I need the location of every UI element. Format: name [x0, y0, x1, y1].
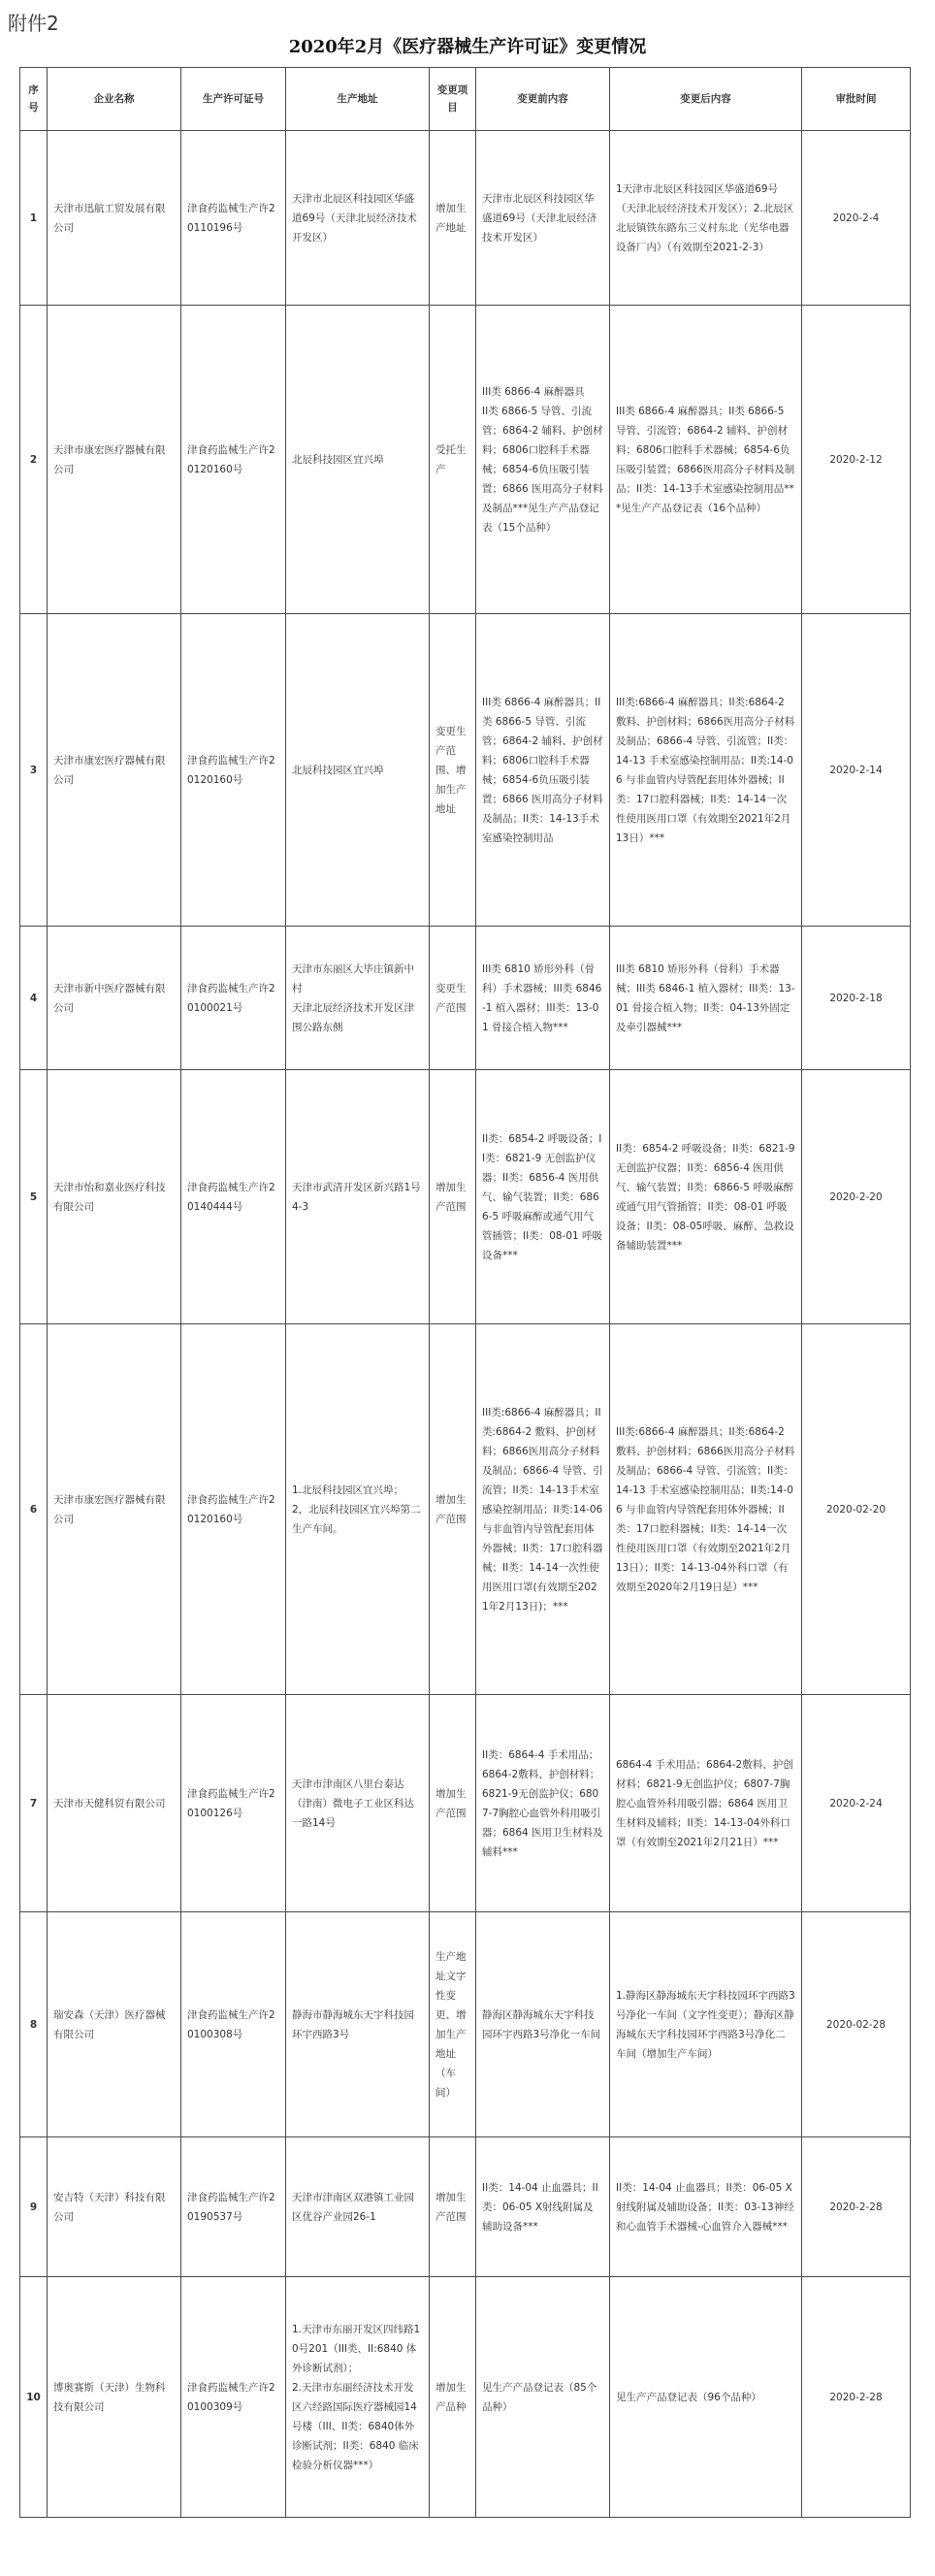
header-item: 变更项目: [430, 68, 476, 131]
row-address: 天津市武清开发区新兴路1号4-3: [286, 1070, 430, 1324]
row-company: 天津市迅航工贸发展有限公司: [48, 131, 181, 306]
row-license: 津食药监械生产许20120160号: [181, 614, 286, 927]
header-company: 企业名称: [48, 68, 181, 131]
row-date: 2020-2-28: [802, 2277, 911, 2518]
table-row: [20, 1912, 911, 2137]
row-before: III类:6866-4 麻醉器具；II类:6864-2 敷料、护创材料；6866医用高分子材料及制品；6866-4 导管、引流管；II类：14-13手术室感染控制用品；II类:14-06 与非血管内导管配套用体外器械；II类：17口腔科器械；II类：14-14一次性使用医用口罩(有效期至2021年2月13日)；***: [476, 1324, 610, 1695]
row-address: 1.天津市东丽开发区四纬路10号201（III类、II:6840 体外诊断试剂）； 2.天津市东丽经济技术开发区六经路国际医疗器械园14号楼（III、II类：6840体外诊断试剂；II类：6840 临床检验分析仪器***）: [286, 2277, 430, 2518]
row-date: 2020-02-20: [802, 1324, 911, 1695]
row-after: 1天津市北辰区科技园区华盛道69号（天津北辰经济技术开发区）；2.北辰区北辰镇铁东路东三义村东北（光华电器设备厂内）（有效期至2021-2-3）: [610, 131, 802, 306]
row-address: 天津市津南区双港镇工业园区优谷产业园26-1: [286, 2137, 430, 2277]
row-address: 天津市东丽区大毕庄镇新中村 天津北辰经济技术开发区津围公路东侧: [286, 927, 430, 1070]
row-license: 津食药监械生产许20120160号: [181, 306, 286, 614]
row-seq: 2: [20, 306, 48, 614]
row-address: 1.北辰科技园区宜兴埠； 2，北辰科技园区宜兴埠第二生产车间。: [286, 1324, 430, 1695]
row-seq: 9: [20, 2137, 48, 2277]
row-company: 天津市康宏医疗器械有限公司: [48, 306, 181, 614]
row-after: II类：6854-2 呼吸设备；II类：6821-9 无创监护仪器；II类：6856-4 医用供气、输气装置；II类：6866-5 呼吸麻醉或通气用气管插管；II类：08-01 呼吸设备；II类：08-05呼吸、麻醉、急救设备辅助装置***: [610, 1070, 802, 1324]
row-before: III类 6810 矫形外科（骨科）手术器械；III类 6846-1 植入器材；III类：13-01 骨接合植入物***: [476, 927, 610, 1070]
row-seq: 10: [20, 2277, 48, 2518]
row-item: 生产地址文字性变更、增加生产地址（车间）: [430, 1912, 476, 2137]
row-license: 津食药监械生产许20100309号: [181, 2277, 286, 2518]
page-title: 2020年2月《医疗器械生产许可证》变更情况: [288, 37, 647, 57]
row-after: II类：14-04 止血器具；II类：06-05 X射线附属及辅助设备；II类：03-13神经和心血管手术器械-心血管介入器械***: [610, 2137, 802, 2277]
row-address: 北辰科技园区宜兴埠: [286, 614, 430, 927]
table-row: [20, 927, 911, 1070]
row-seq: 1: [20, 131, 48, 306]
row-address: 静海市静海城东天宇科技园环宇西路3号: [286, 1912, 430, 2137]
row-date: 2020-2-14: [802, 614, 911, 927]
changes-table: [19, 67, 911, 2518]
row-after: 1.静海区静海城东天宇科技园环宇西路3号净化一车间（文字性变更）；静海区静海城东天宇科技园环宇西路3号净化二车间（增加生产车间）: [610, 1912, 802, 2137]
header-row: [20, 68, 911, 131]
row-license: 津食药监械生产许20100126号: [181, 1695, 286, 1912]
row-seq: 6: [20, 1324, 48, 1695]
row-after: 见生产产品登记表（96个品种）: [610, 2277, 802, 2518]
table-row: [20, 1070, 911, 1324]
header-before: 变更前内容: [476, 68, 610, 131]
row-license: 津食药监械生产许20100021号: [181, 927, 286, 1070]
row-address: 北辰科技园区宜兴埠: [286, 306, 430, 614]
row-company: 博奥赛斯（天津）生物科技有限公司: [48, 2277, 181, 2518]
row-date: 2020-2-18: [802, 927, 911, 1070]
row-company: 天津市康宏医疗器械有限公司: [48, 1324, 181, 1695]
row-address: 天津市津南区八里台泰达（津南）微电子工业区科达一路14号: [286, 1695, 430, 1912]
row-company: 天津市新中医疗器械有限公司: [48, 927, 181, 1070]
row-after: III类:6866-4 麻醉器具；II类:6864-2 敷料、护创材料；6866医用高分子材料及制品；6866-4 导管、引流管；II类：14-13 手术室感染控制用品；II类:14-06 与非血管内导管配套用体外器械；II类：17口腔科器械；II类：14-14一次性使用医用口罩（有效期至2021年2月13日）；II类：14-13-04外科口罩（有效期至2020年2月19日是）***: [610, 1324, 802, 1695]
row-before: 见生产产品登记表（85个品种）: [476, 2277, 610, 2518]
row-company: 安吉特（天津）科技有限公司: [48, 2137, 181, 2277]
row-before: II类：6864-4 手术用品；6864-2敷料、护创材料；6821-9无创监护仪；6807-7胸腔心血管外科用吸引器；6864 医用卫生材料及辅料***: [476, 1695, 610, 1912]
row-date: 2020-02-28: [802, 1912, 911, 2137]
row-license: 津食药监械生产许20100308号: [181, 1912, 286, 2137]
row-item: 增加生产范围: [430, 2137, 476, 2277]
table-row: [20, 306, 911, 614]
table-row: [20, 2137, 911, 2277]
row-after: 6864-4 手术用品；6864-2敷料、护创材料；6821-9无创监护仪；6807-7胸腔心血管外科用吸引器；6864 医用卫生材料及辅料；II类：14-13-04外科口罩（有效期至2021年2月21日）***: [610, 1695, 802, 1912]
row-company: 天津市康宏医疗器械有限公司: [48, 614, 181, 927]
table-row: [20, 614, 911, 927]
row-item: 增加生产品种: [430, 2277, 476, 2518]
row-date: 2020-2-4: [802, 131, 911, 306]
row-before: 天津市北辰区科技园区华盛道69号（天津北辰经济技术开发区）: [476, 131, 610, 306]
row-date: 2020-2-24: [802, 1695, 911, 1912]
table-row: [20, 1695, 911, 1912]
table-row: [20, 2277, 911, 2518]
table-row: [20, 131, 911, 306]
row-after: III类:6866-4 麻醉器具；II类:6864-2 敷料、护创材料；6866医用高分子材料及制品；6866-4 导管、引流管；II类：14-13 手术室感染控制用品；II类:14-06 与非血管内导管配套用体外器械；II类：17口腔科器械；II类：14-14一次性使用医用口罩（有效期至2021年2月13日）***: [610, 614, 802, 927]
row-address: 天津市北辰区科技园区华盛道69号（天津北辰经济技术开发区）: [286, 131, 430, 306]
row-seq: 4: [20, 927, 48, 1070]
row-item: 增加生产范围: [430, 1695, 476, 1912]
attachment-label: 附件2: [8, 12, 59, 35]
row-after: III类 6810 矫形外科（骨科）手术器械；III类 6846-1 植入器材；III类：13-01 骨接合植入物；II类：04-13外固定及牵引器械***: [610, 927, 802, 1070]
row-seq: 5: [20, 1070, 48, 1324]
row-date: 2020-2-12: [802, 306, 911, 614]
row-item: 增加生产范围: [430, 1070, 476, 1324]
row-company: 天津市天健科贸有限公司: [48, 1695, 181, 1912]
header-address: 生产地址: [286, 68, 430, 131]
row-after: III类 6866-4 麻醉器具；II类 6866-5 导管、引流管；6864-2 辅料、护创材料；6806口腔科手术器械；6854-6负压吸引装置；6866医用高分子材料及制品；II类：14-13手术室感染控制用品***见生产产品登记表（16个品种）: [610, 306, 802, 614]
row-date: 2020-2-20: [802, 1070, 911, 1324]
row-date: 2020-2-28: [802, 2137, 911, 2277]
row-item: 增加生产地址: [430, 131, 476, 306]
header-seq: 序号: [20, 68, 48, 131]
row-before: III类 6866-4 麻醉器具；II类 6866-5 导管、引流管；6864-2 辅料、护创材料；6806口腔科手术器械；6854-6负压吸引装置；6866 医用高分子材料及制品；II类：14-13手术室感染控制用品: [476, 614, 610, 927]
row-item: 增加生产范围: [430, 1324, 476, 1695]
row-item: 变更生产范围、增加生产地址: [430, 614, 476, 927]
header-after: 变更后内容: [610, 68, 802, 131]
table-row: [20, 1324, 911, 1695]
row-license: 津食药监械生产许20140444号: [181, 1070, 286, 1324]
header-date: 审批时间: [802, 68, 911, 131]
row-company: 瑞安森（天津）医疗器械有限公司: [48, 1912, 181, 2137]
row-company: 天津市怡和嘉业医疗科技有限公司: [48, 1070, 181, 1324]
row-before: II类：6854-2 呼吸设备；II类：6821-9 无创监护仪器；II类：6856-4 医用供气、输气装置；II类：6866-5 呼吸麻醉或通气用气管插管；II类：08-01 呼吸设备***: [476, 1070, 610, 1324]
row-seq: 3: [20, 614, 48, 927]
row-license: 津食药监械生产许20110196号: [181, 131, 286, 306]
row-license: 津食药监械生产许20120160号: [181, 1324, 286, 1695]
row-item: 变更生产范围: [430, 927, 476, 1070]
row-seq: 7: [20, 1695, 48, 1912]
row-before: III类 6866-4 麻醉器具 II类 6866-5 导管、引流管；6864-2 辅料、护创材料；6806口腔科手术器械；6854-6负压吸引装置；6866 医用高分子材料及制品***见生产产品登记表（15个品种）: [476, 306, 610, 614]
row-before: II类：14-04 止血器具；II类：06-05 X射线附属及辅助设备***: [476, 2137, 610, 2277]
header-license: 生产许可证号: [181, 68, 286, 131]
row-license: 津食药监械生产许20190537号: [181, 2137, 286, 2277]
row-before: 静海区静海城东天宇科技园环宇西路3号净化一车间: [476, 1912, 610, 2137]
row-seq: 8: [20, 1912, 48, 2137]
row-item: 受托生产: [430, 306, 476, 614]
